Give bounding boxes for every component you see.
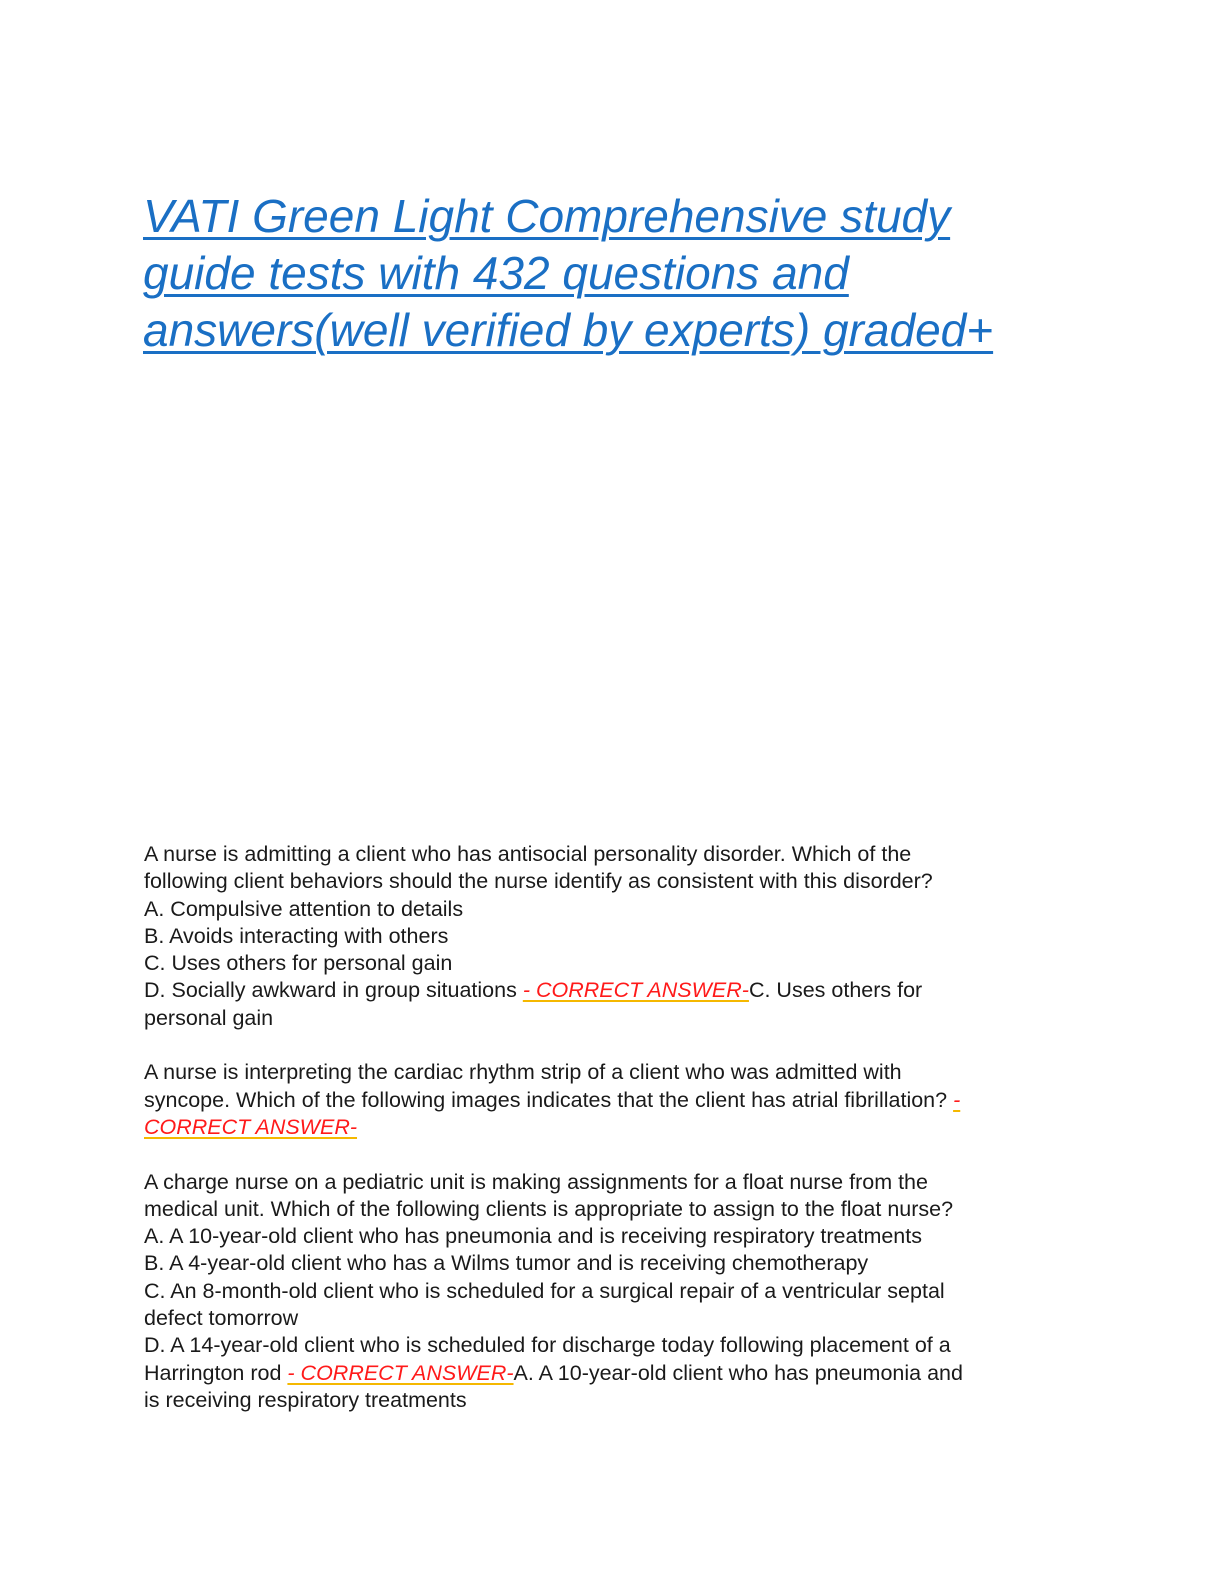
option-d-line: [144, 977, 1084, 1004]
question-block-3: [144, 1169, 1084, 1415]
option-d: Harrington rod: [144, 1360, 288, 1385]
answer-text: personal gain: [144, 1005, 274, 1030]
option-c: defect tomorrow: [144, 1306, 299, 1331]
question-stem-line: [144, 1087, 1084, 1114]
option-b: B. A 4-year-old client who has a Wilms tumor and is receiving chemotherapy: [144, 1251, 869, 1276]
question-block-2: [144, 1059, 1084, 1141]
answer-text: C. Uses others for: [748, 978, 923, 1003]
title-line: guide tests with 432 questions and: [143, 247, 849, 299]
correct-answer-marker: CORRECT ANSWER-: [144, 1114, 358, 1139]
option-c: C. An 8-month-old client who is scheduled for a surgical repair of a ventricular septal: [144, 1278, 945, 1303]
question-stem: following client behaviors should the nurse identify as consistent with this disorder?: [144, 869, 933, 894]
marker-line: [144, 1114, 1084, 1141]
question-stem: A nurse is admitting a client who has antisocial personality disorder. Which of the: [144, 842, 912, 866]
option-d: D. Socially awkward in group situations: [144, 978, 523, 1003]
question-list: [144, 841, 1084, 1442]
answer-text: is receiving respiratory treatments: [144, 1387, 467, 1412]
option-b: B. Avoids interacting with others: [144, 923, 449, 948]
question-block-1: [144, 841, 1084, 1032]
option-d: D. A 14-year-old client who is scheduled for discharge today following placement of a: [144, 1333, 951, 1358]
question-stem: A charge nurse on a pediatric unit is making assignments for a float nurse from the: [144, 1169, 928, 1194]
option-a: A. Compulsive attention to details: [144, 896, 464, 921]
answer-text: A. A 10-year-old client who has pneumonia and: [513, 1360, 963, 1385]
option-c: C. Uses others for personal gain: [144, 951, 453, 976]
question-stem: syncope. Which of the following images indicates that the client has atrial fibrillation?: [144, 1087, 954, 1112]
option-a: A. A 10-year-old client who has pneumonia and is receiving respiratory treatments: [144, 1224, 922, 1249]
title-line: VATI Green Light Comprehensive study: [143, 190, 951, 242]
option-d-line: [144, 1360, 1084, 1387]
correct-answer-marker: - CORRECT ANSWER-: [287, 1360, 514, 1385]
correct-answer-marker: - CORRECT ANSWER-: [522, 978, 749, 1003]
correct-answer-marker: -: [953, 1087, 961, 1112]
question-stem: medical unit. Which of the following clients is appropriate to assign to the float nurse?: [144, 1196, 954, 1221]
title-line: answers(well verified by experts) graded+: [143, 304, 994, 356]
document-title[interactable]: [143, 188, 1063, 359]
question-stem: A nurse is interpreting the cardiac rhythm strip of a client who was admitted with: [144, 1060, 902, 1085]
